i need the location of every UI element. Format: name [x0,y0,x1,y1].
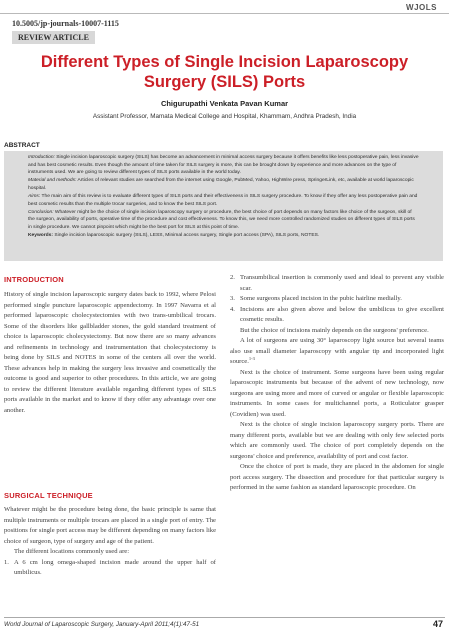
surgical-technique-body [4,505,216,579]
list-item [230,294,444,305]
list-item-number: 4. [230,305,235,313]
abstract-aims-text: The main aim of this review is to evaluate different types of SILS ports and their effectiveness in SILS surgery procedure. To know if they offer any less postoperative pain and best cosmetic results than the multiple trocar surgeries, and to know the best SILS port. [28,193,418,207]
introduction-heading: INTRODUCTION [4,275,64,284]
technique-paragraph-2: The different locations commonly used are: [14,548,130,555]
body-paragraph: But the choice of incisions mainly depends on the surgeons' preference. [240,326,429,334]
abstract-methods [28,177,419,192]
right-column-body [230,273,444,494]
abstract-conclusion [28,209,419,232]
list-item-number: 3. [230,295,235,302]
body-paragraph [230,336,444,368]
doi[interactable]: 10.5005/jp-journals-10007-1115 [12,19,119,28]
page-number: 47 [432,619,443,629]
title-line-1: Different Types of Single Incision Laparoscopy [40,53,409,71]
journal-citation: World Journal of Laparoscopic Surgery, January-April 2011;4(1):47-51 [4,621,200,628]
list-item [230,273,444,294]
abstract-keywords [28,232,419,240]
abstract-methods-text: Articles of relevant studies are searched from the internet using Google, PubMed, Yahoo, HighWire press, SpringerLink, etc, available at world laparoscopic hospital. [28,178,414,191]
abstract-intro-text: Single incision laparoscopic surgery (SILS) has become an advancement in minimal access surgery because it offers benefits like less postoperative pain, less invasive and has best cosmetic results. Even though the amount of time taken for SILS surgery is more, this can be brought down by experience and more advances on the type of instruments used. We are going to review different types of SILS ports available in the world today. [28,155,419,176]
journal-name: WJOLS [406,3,437,12]
author-name: Chigurupathi Venkata Pavan Kumar [160,99,289,108]
abstract-methods-label: Material and methods: [28,178,77,184]
list-item-number: 1. [4,558,9,566]
keywords-label: Keywords: [28,232,54,238]
body-paragraph-text: A lot of surgeons are using 30° laparoscopy light source but several teams also use small diameter laparoscopy with angular tip and incorporated light source. [230,337,444,365]
technique-paragraph-1: Whatever might be the procedure being done, the basic principle is same that multiple instruments or multiple trocars are placed in a single port of entry. The positions for single port access may be different depending on many factors like choice of surgeon, type of surgery and age of the patient. [4,506,216,545]
introduction-paragraph: History of single incision laparoscopic surgery dates back to 1992, where Pelosi performed single puncture laparoscopic appendectomy. In 1997 Navarra et al performed laparoscopic cholecystectomies with two trans-umbilical trocars. Some of the disorders like gallbladder stones, the gold standard treatment of choice is laparoscopic cholecystectomy. But now there are so many advances and refinements in technology and instrumentation that cholecystectomy is being done by SILS and NOTES in some of the centers all over the world. These advances help in making the surgery less invasive and cosmetically the outcome is good and superior to other procedures. In this article, we are going to review the different literature available regarding different types of SILS ports available in the market and to know if they offer any advantage over one another. [4,291,216,414]
list-item-text: Incisions are also given above and below the umbilicus to give excellent cosmetic results. [240,305,444,323]
footer-rule [4,617,445,618]
body-paragraph: Next is the choice of instrument. Some surgeons have been using regular laparoscopic instruments but because of the advent of new technology, now surgeons are using more and more of curved or angular or flexible laparoscopic instruments. In some cases for multichannel ports, a Roticulator grasper (Covidien) was used. [230,368,444,418]
list-item-text: Some surgeons placed incision in the pubic hairline medially. [240,295,402,302]
abstract-intro-label: Introduction: [28,155,55,160]
keywords-text: Single incision laparoscopic surgery (SILS), LESS, Minimal access surgery, Single port access (SPA), SILS ports, NOTES. [54,232,320,238]
abstract-aims-label: Aims: [28,193,41,199]
body-paragraph: Once the choice of port is made, they are placed in the abdomen for single port access surgery. The dissection and procedure for that particular surgery is performed in the same fashion as standard laparoscopic procedure. On [230,463,444,491]
author-affiliation: Assistant Professor, Mamata Medical College and Hospital, Khammam, Andhra Pradesh, India [92,113,357,120]
header-rule [0,13,449,14]
surgical-technique-heading: SURGICAL TECHNIQUE [4,491,93,500]
reference-superscript[interactable]: 1-3 [248,355,255,361]
list-item-text: A 6 cm long omega-shaped incision made around the upper half of umbilicus. [14,558,216,576]
list-item-text: Transumbilical insertion is commonly used and ideal to prevent any visible scar. [240,274,444,292]
abstract-introduction [28,154,419,177]
title-line-2: Surgery (SILS) Ports [143,73,306,91]
article-type-badge: REVIEW ARTICLE [12,31,95,44]
list-item-number: 2. [230,274,235,281]
article-title [20,52,429,92]
abstract-box [4,151,443,261]
abstract-heading: ABSTRACT [4,142,40,149]
abstract-conclusion-text: Whatever might be the choice of single incision laparoscopy surgery or procedure, the best choice of port depends on many factors like choice of the surgeon, skill of the surgeon, availability of ports, operative time of the procedure and cost effectiveness. To know this, we need more controlled randomized studies on different types of SILS ports in single procedure. We cannot pinpoint which might be the best port for SILS at this point of time. [28,209,415,230]
body-paragraph: Next is the choice of single incision laparoscopy surgery ports. There are many different ports, available but we are dealing with only few selected ports which are commonly used. The choice of port completely depends on the surgeons' choice and preference, availability of port and cost factor. [230,421,444,460]
abstract-aims [28,193,419,208]
abstract-conclusion-label: Conclusion: [28,209,54,215]
list-item [4,558,216,579]
introduction-body [4,290,216,416]
list-item [230,305,444,326]
